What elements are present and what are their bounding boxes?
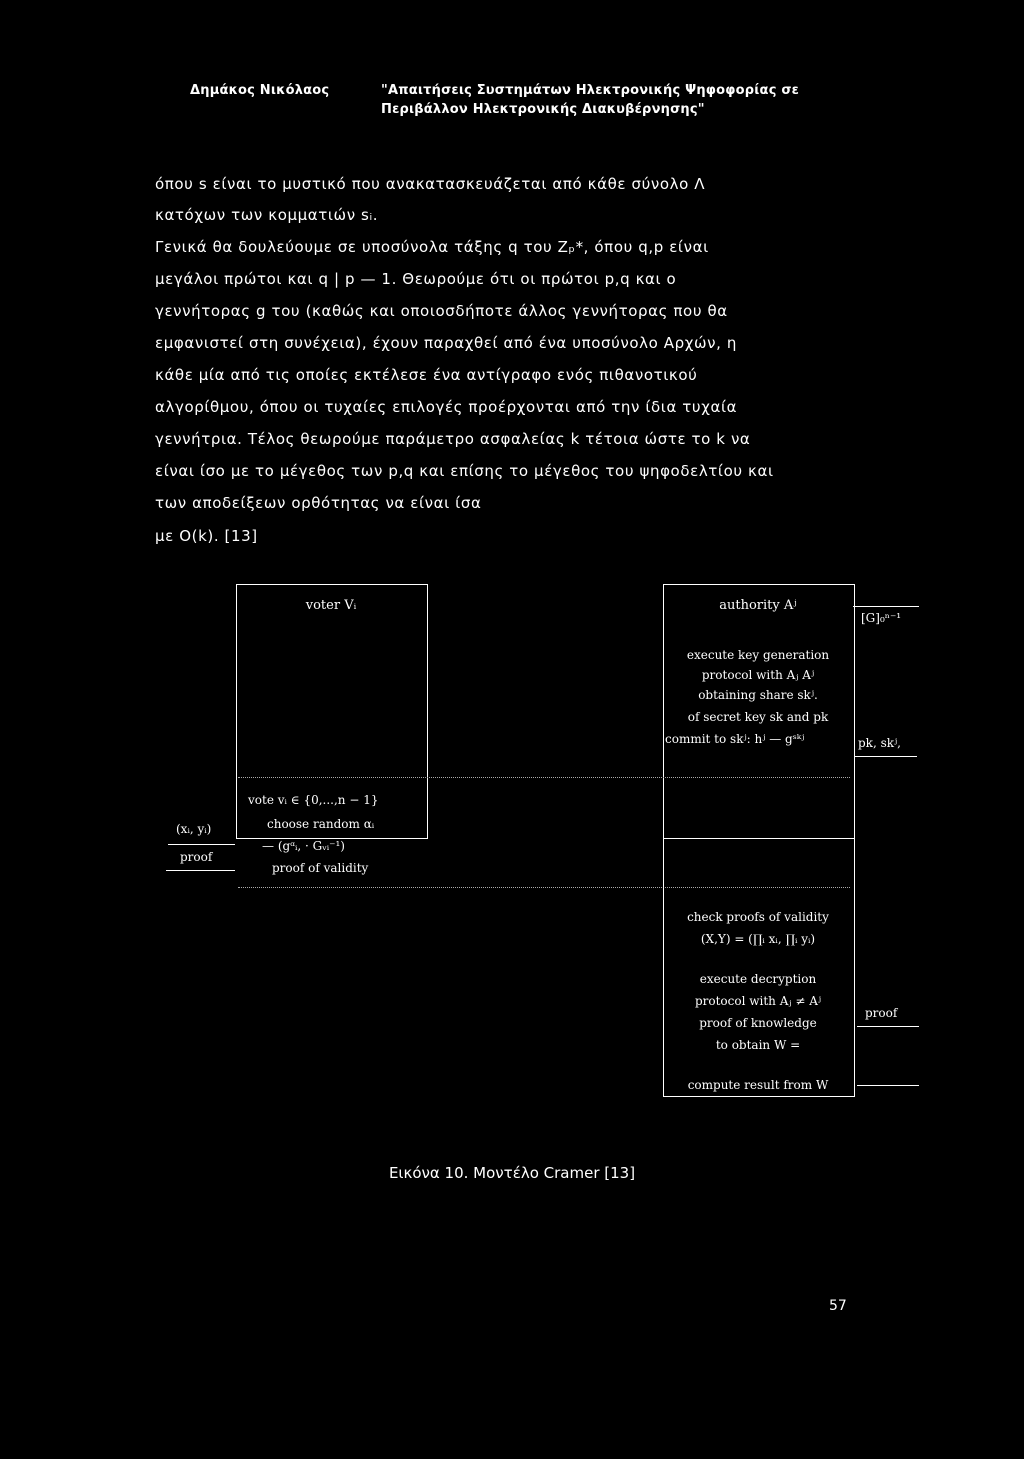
decrypt-line: to obtain W = — [715, 1038, 801, 1052]
right-proof-line — [857, 1026, 919, 1027]
proof-arrow-line — [166, 870, 235, 871]
paragraph-line: εμφανιστεί στη συνέχεια), έχουν παραχθεί από ένα υποσύνολο Αρχών, η — [155, 334, 737, 352]
compute-result: compute result from W — [687, 1078, 829, 1092]
paragraph-line: αλγορίθμου, όπου οι τυχαίες επιλογές προέρχονται από την ίδια τυχαία — [155, 398, 738, 416]
authority-box-lower — [663, 836, 855, 1097]
result-line — [857, 1085, 919, 1086]
voter-title: voter Vᵢ — [305, 598, 357, 613]
decrypt-line: execute decryption — [699, 972, 817, 986]
header-author: Δημάκος Νικόλαος — [190, 83, 330, 98]
key-generation-line: execute key generation — [686, 648, 830, 662]
paragraph-line: των αποδείξεων ορθότητας να είναι ίσα — [155, 494, 482, 512]
paragraph-line: Γενικά θα δουλεύουμε σε υποσύνολα τάξης q του Zₚ*, όπου q,p είναι — [155, 238, 709, 256]
key-generation-line: obtaining share skʲ. — [698, 688, 818, 702]
paragraph-line: μεγάλοι πρώτοι και q | p — 1. Θεωρούμε ότι οι πρώτοι p,q και ο — [155, 270, 677, 288]
divider — [238, 777, 850, 778]
check-line: (X,Y) = (∏ᵢ xᵢ, ∏ᵢ yᵢ) — [700, 932, 816, 946]
group-arrow-line — [853, 606, 919, 607]
paragraph-line: γεννήτρια. Τέλος θεωρούμε παράμετρο ασφαλείας k τέτοια ώστε το k να — [155, 430, 751, 448]
paragraph-line: κάθε μία από τις οποίες εκτέλεσε ένα αντίγραφο ενός πιθανοτικού — [155, 366, 698, 384]
public-keys-label: pk, skʲ, — [858, 736, 901, 750]
key-generation-line: commit to skʲ: hʲ — gˢᵏʲ — [665, 732, 805, 746]
page-number: 57 — [829, 1298, 847, 1314]
figure-caption: Εικόνα 10. Μοντέλο Cramer [13] — [388, 1164, 636, 1182]
paragraph-line: κατόχων των κομματιών sᵢ. — [155, 206, 379, 224]
vote-line: — (gᵅᵢ, · Gᵥᵢ⁻¹) — [262, 839, 345, 853]
paragraph-line: γεννήτορας g του (καθώς και οποιοσδήποτε άλλος γεννήτορας που θα — [155, 302, 728, 320]
ciphertext-pair: (xᵢ, yᵢ) — [176, 822, 212, 836]
right-proof-label: proof — [865, 1006, 898, 1020]
decrypt-line: proof of knowledge — [699, 1016, 817, 1030]
key-generation-line: protocol with Aⱼ Aʲ — [701, 668, 815, 682]
paragraph-line: με O(k). [13] — [155, 527, 258, 545]
header-title-line1: "Απαιτήσεις Συστημάτων Ηλεκτρονικής Ψηφοφορίας σε — [381, 83, 800, 98]
decrypt-line: protocol with Aⱼ ≠ Aʲ — [694, 994, 822, 1008]
body-paragraph — [155, 170, 855, 551]
authority-title: authority Aʲ — [719, 598, 797, 613]
key-generation-line: of secret key sk and pk — [687, 710, 829, 724]
keys-arrow-line — [855, 756, 917, 757]
left-proof-label: proof — [180, 850, 213, 864]
ciphertext-arrow-line — [168, 844, 235, 845]
vote-line: choose random αᵢ — [267, 817, 375, 831]
header-title-line2: Περιβάλλον Ηλεκτρονικής Διακυβέρνησης" — [381, 102, 705, 117]
vote-line: proof of validity — [272, 861, 369, 875]
vote-line: vote vᵢ ∈ {0,...,n − 1} — [248, 793, 379, 807]
check-line: check proofs of validity — [687, 910, 829, 924]
paragraph-line: είναι ίσο με το μέγεθος των p,q και επίσης το μέγεθος του ψηφοδελτίου και — [155, 462, 774, 480]
group-label: [G]₀ⁿ⁻¹ — [861, 611, 902, 625]
paragraph-line: όπου s είναι το μυστικό που ανακατασκευάζεται από κάθε σύνολο Λ — [155, 175, 706, 193]
